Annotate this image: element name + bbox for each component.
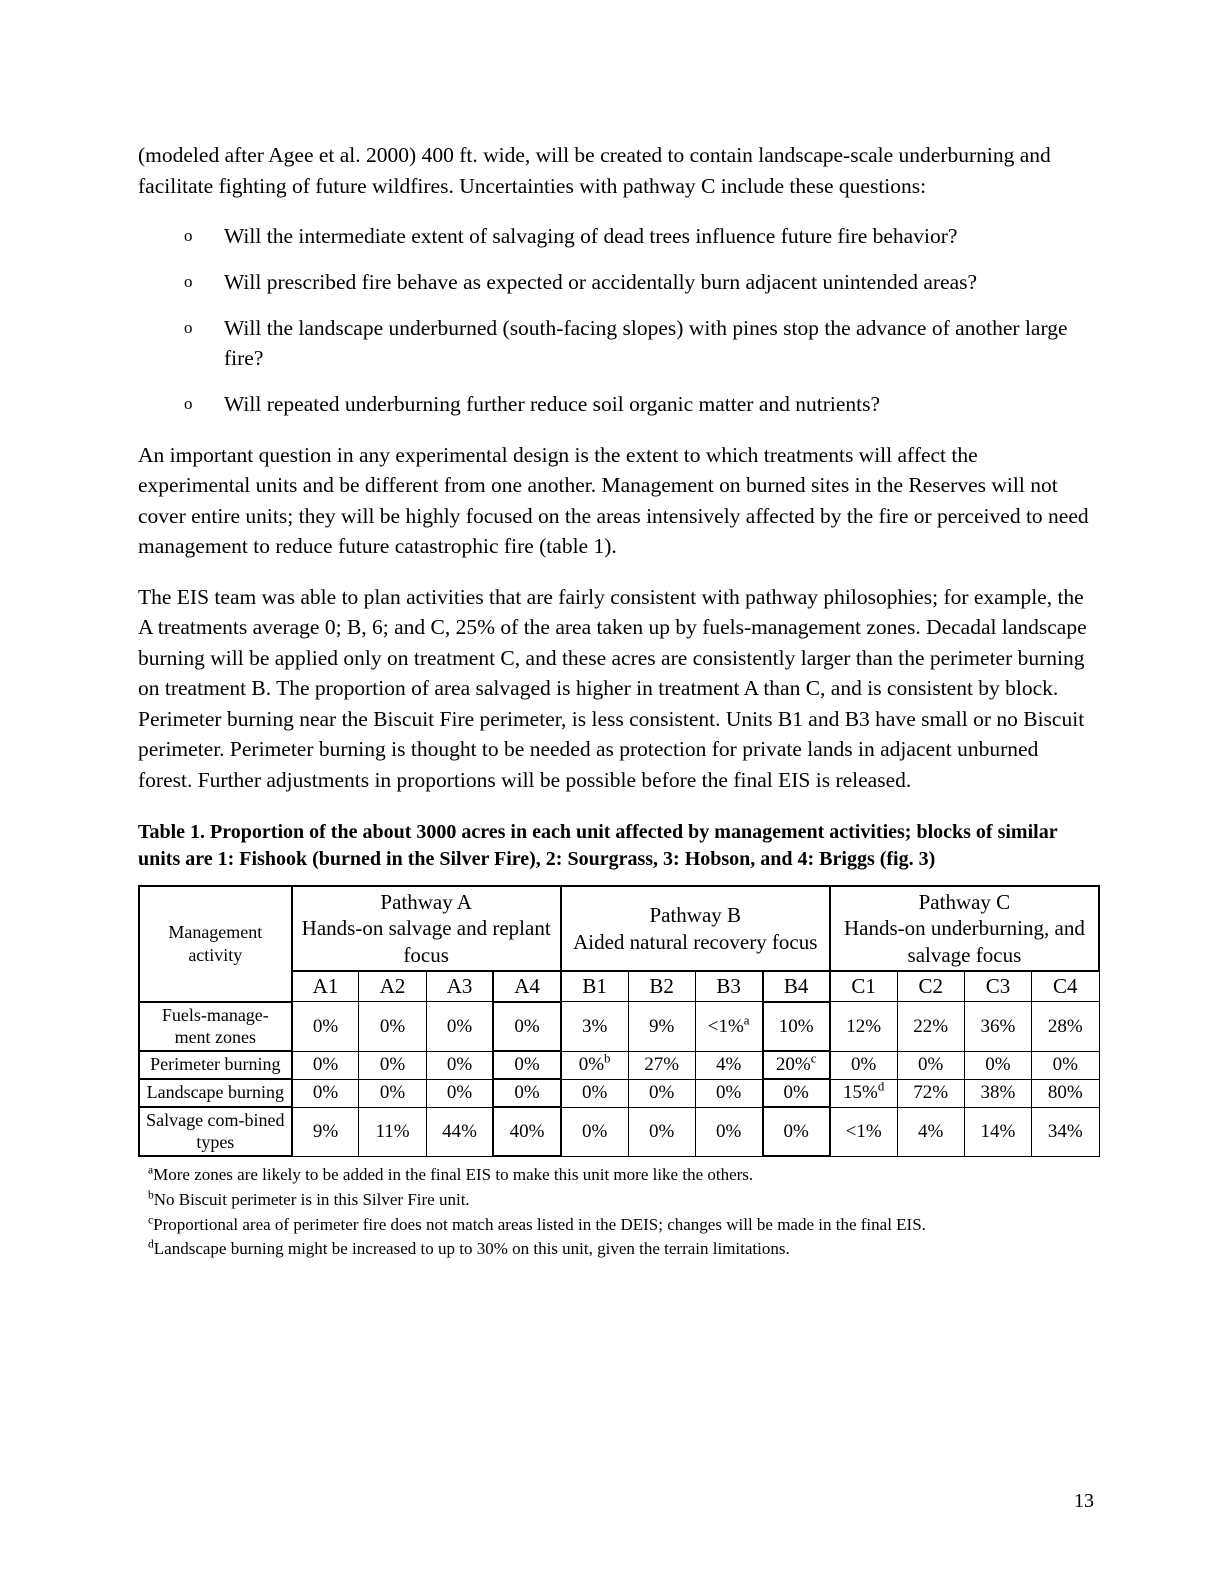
footnote-a: $^a$More zones are likely to be added in the final EIS to make this unit more like the others. bbox=[148, 1163, 754, 1185]
cell-perimeter-a4: 0% bbox=[493, 1051, 560, 1079]
group-title: Pathway C bbox=[918, 890, 1011, 915]
cell-salvage-b1: 0% bbox=[561, 1107, 628, 1156]
cell-fuels-c2: 22% bbox=[897, 1002, 964, 1051]
footnote-mark: b bbox=[148, 1188, 154, 1202]
cell-salvage-b2: 0% bbox=[628, 1107, 695, 1156]
table-row bbox=[139, 1002, 1099, 1051]
cell-landscape-a1: 0% bbox=[292, 1079, 359, 1107]
page-number: 13 bbox=[1074, 1490, 1094, 1512]
footnote-c: $^c$Proportional area of perimeter fire does not match areas listed in the DEIS; changes will be made in the final EIS. bbox=[148, 1212, 926, 1234]
cell-landscape-b4: 0% bbox=[763, 1079, 830, 1107]
row-label-perimeter-burning: Perimeter burning bbox=[139, 1051, 292, 1079]
footnote-d: $^d$Landscape burning might be increased to up to 30% on this unit, given the terrain limitations. bbox=[148, 1237, 790, 1259]
cell-fuels-c3: 36% bbox=[964, 1002, 1031, 1051]
list-item bbox=[184, 313, 1094, 373]
cell-fuels-a1: 0% bbox=[292, 1002, 359, 1051]
list-bullet-icon: o bbox=[184, 226, 193, 246]
group-header-pathway-a bbox=[292, 886, 561, 971]
cell-perimeter-c2: 0% bbox=[897, 1051, 964, 1079]
column-header-b3: B3 bbox=[695, 971, 762, 1002]
cell-fuels-a4: 0% bbox=[493, 1002, 560, 1051]
footnote-mark: d bbox=[877, 1078, 885, 1094]
column-header-b1: B1 bbox=[561, 971, 628, 1002]
group-subtitle: Hands-on underburning, and salvage focus bbox=[843, 916, 1085, 967]
cell-perimeter-b3: 4% bbox=[695, 1051, 762, 1079]
list-bullet-icon: o bbox=[184, 394, 193, 414]
cell-salvage-a1: 9% bbox=[292, 1107, 359, 1156]
table-group-header-row bbox=[139, 886, 1099, 971]
table-row bbox=[139, 1079, 1099, 1107]
cell-fuels-b2: 9% bbox=[628, 1002, 695, 1051]
row-label-salvage-combined-types: Salvage com-bined types bbox=[139, 1107, 292, 1156]
cell-salvage-a3: 44% bbox=[426, 1107, 493, 1156]
cell-perimeter-b4: 20%$^c$ bbox=[763, 1051, 830, 1079]
footnote-mark: d bbox=[148, 1237, 154, 1251]
table-row bbox=[139, 1107, 1099, 1156]
footnote-mark: a bbox=[743, 1012, 750, 1028]
list-item-text: Will the landscape underburned (south-facing slopes) with pines stop the advance of another large fire? bbox=[224, 316, 1068, 371]
cell-perimeter-a2: 0% bbox=[359, 1051, 426, 1079]
cell-salvage-b3: 0% bbox=[695, 1107, 762, 1156]
column-header-a2: A2 bbox=[359, 971, 426, 1002]
column-header-c1: C1 bbox=[830, 971, 897, 1002]
cell-perimeter-a1: 0% bbox=[292, 1051, 359, 1079]
cell-perimeter-a3: 0% bbox=[426, 1051, 493, 1079]
column-header-b4: B4 bbox=[763, 971, 830, 1002]
table-caption: Table 1. Proportion of the about 3000 acres in each unit affected by management activities; blocks of similar units are 1: Fishook (burned in the Silver Fire), 2: Sourgrass, 3: Hobson, and 4: Briggs (fig. 3) bbox=[138, 821, 1058, 871]
cell-salvage-c4: 34% bbox=[1032, 1107, 1099, 1156]
table-corner-label: Management activity bbox=[139, 886, 292, 1002]
column-header-a1: A1 bbox=[292, 971, 359, 1002]
table-row bbox=[139, 1051, 1099, 1079]
list-item bbox=[184, 221, 1094, 251]
paragraph-eis-team: The EIS team was able to plan activities that are fairly consistent with pathway philosophies; for example, the A treatments average 0; B, 6; and C, 25% of the area taken up by fuels-management zones. Decadal landscape burning will be applied only on treatment C, and these acres are consistently larger than the perimeter burning on treatment B. The proportion of area salvaged is higher in treatment A than C, and is consistent by block. Perimeter burning near the Biscuit Fire perimeter, is less consistent. Units B1 and B3 have small or no Biscuit perimeter. Perimeter burning is thought to be needed as protection for private lands in adjacent unburned forest. Further adjustments in proportions will be possible before the final EIS is released. bbox=[138, 584, 1087, 792]
footnote-mark: b bbox=[604, 1050, 611, 1066]
cell-landscape-c2: 72% bbox=[897, 1079, 964, 1107]
group-title: Pathway B bbox=[649, 903, 742, 928]
column-header-a3: A3 bbox=[426, 971, 493, 1002]
cell-perimeter-c4: 0% bbox=[1032, 1051, 1099, 1079]
cell-landscape-a4: 0% bbox=[493, 1079, 560, 1107]
column-header-c4: C4 bbox=[1032, 971, 1099, 1002]
cell-perimeter-c1: 0% bbox=[830, 1051, 897, 1079]
group-title: Pathway A bbox=[380, 890, 472, 915]
column-header-c3: C3 bbox=[964, 971, 1031, 1002]
cell-fuels-c4: 28% bbox=[1032, 1002, 1099, 1051]
cell-salvage-c1: <1% bbox=[830, 1107, 897, 1156]
cell-fuels-a2: 0% bbox=[359, 1002, 426, 1051]
cell-fuels-b4: 10% bbox=[763, 1002, 830, 1051]
cell-landscape-c4: 80% bbox=[1032, 1079, 1099, 1107]
cell-landscape-b1: 0% bbox=[561, 1079, 628, 1107]
cell-landscape-c1: 15%$^d$ bbox=[830, 1079, 897, 1107]
list-item-text: Will the intermediate extent of salvaging of dead trees influence future fire behavior? bbox=[224, 224, 958, 249]
cell-salvage-c3: 14% bbox=[964, 1107, 1031, 1156]
cell-salvage-b4: 0% bbox=[763, 1107, 830, 1156]
row-label-landscape-burning: Landscape burning bbox=[139, 1079, 292, 1107]
cell-perimeter-c3: 0% bbox=[964, 1051, 1031, 1079]
cell-fuels-b1: 3% bbox=[561, 1002, 628, 1051]
cell-landscape-a3: 0% bbox=[426, 1079, 493, 1107]
footnote-mark: a bbox=[148, 1163, 154, 1177]
cell-landscape-c3: 38% bbox=[964, 1079, 1031, 1107]
footnote-mark: c bbox=[148, 1212, 154, 1226]
group-subtitle: Hands-on salvage and replant focus bbox=[301, 916, 551, 967]
list-bullet-icon: o bbox=[184, 272, 193, 292]
paragraph-experimental-design: An important question in any experimental design is the extent to which treatments will affect the experimental units and be different from one another. Management on burned sites in the Reserves will not cover entire units; they will be highly focused on the areas intensively affected by the fire or perceived to need management to reduce future catastrophic fire (table 1). bbox=[138, 442, 1089, 559]
cell-salvage-a4: 40% bbox=[493, 1107, 560, 1156]
management-activity-table bbox=[138, 885, 1100, 1157]
footnote-b: $^b$No Biscuit perimeter is in this Silver Fire unit. bbox=[148, 1188, 470, 1209]
cell-salvage-a2: 11% bbox=[359, 1107, 426, 1156]
group-subtitle: Aided natural recovery focus bbox=[573, 929, 818, 954]
cell-perimeter-b2: 27% bbox=[628, 1051, 695, 1079]
cell-fuels-c1: 12% bbox=[830, 1002, 897, 1051]
cell-fuels-b3: <1%$^a$ bbox=[695, 1002, 762, 1051]
group-header-pathway-b bbox=[561, 886, 830, 971]
cell-landscape-b2: 0% bbox=[628, 1079, 695, 1107]
column-header-c2: C2 bbox=[897, 971, 964, 1002]
list-item bbox=[184, 389, 1094, 419]
footnote-mark: c bbox=[810, 1050, 817, 1066]
paragraph-intro: (modeled after Agee et al. 2000) 400 ft. wide, will be created to contain landscape-scale underburning and facilitate fighting of future wildfires. Uncertainties with pathway C include these questions: bbox=[138, 143, 1051, 198]
list-item-text: Will prescribed fire behave as expected or accidentally burn adjacent unintended areas? bbox=[224, 270, 978, 295]
column-header-a4: A4 bbox=[493, 971, 560, 1002]
table-footnotes bbox=[138, 1163, 1094, 1262]
cell-salvage-c2: 4% bbox=[897, 1107, 964, 1156]
group-header-pathway-c bbox=[830, 886, 1099, 971]
column-header-b2: B2 bbox=[628, 971, 695, 1002]
cell-fuels-a3: 0% bbox=[426, 1002, 493, 1051]
list-item-text: Will repeated underburning further reduce soil organic matter and nutrients? bbox=[224, 392, 881, 417]
list-bullet-icon: o bbox=[184, 318, 193, 338]
cell-landscape-a2: 0% bbox=[359, 1079, 426, 1107]
list-item bbox=[184, 267, 1094, 297]
uncertainty-question-list bbox=[138, 221, 1094, 419]
cell-landscape-b3: 0% bbox=[695, 1079, 762, 1107]
cell-perimeter-b1: 0%$^b$ bbox=[561, 1051, 628, 1079]
row-label-fuels-management-zones: Fuels-manage-ment zones bbox=[139, 1002, 292, 1051]
